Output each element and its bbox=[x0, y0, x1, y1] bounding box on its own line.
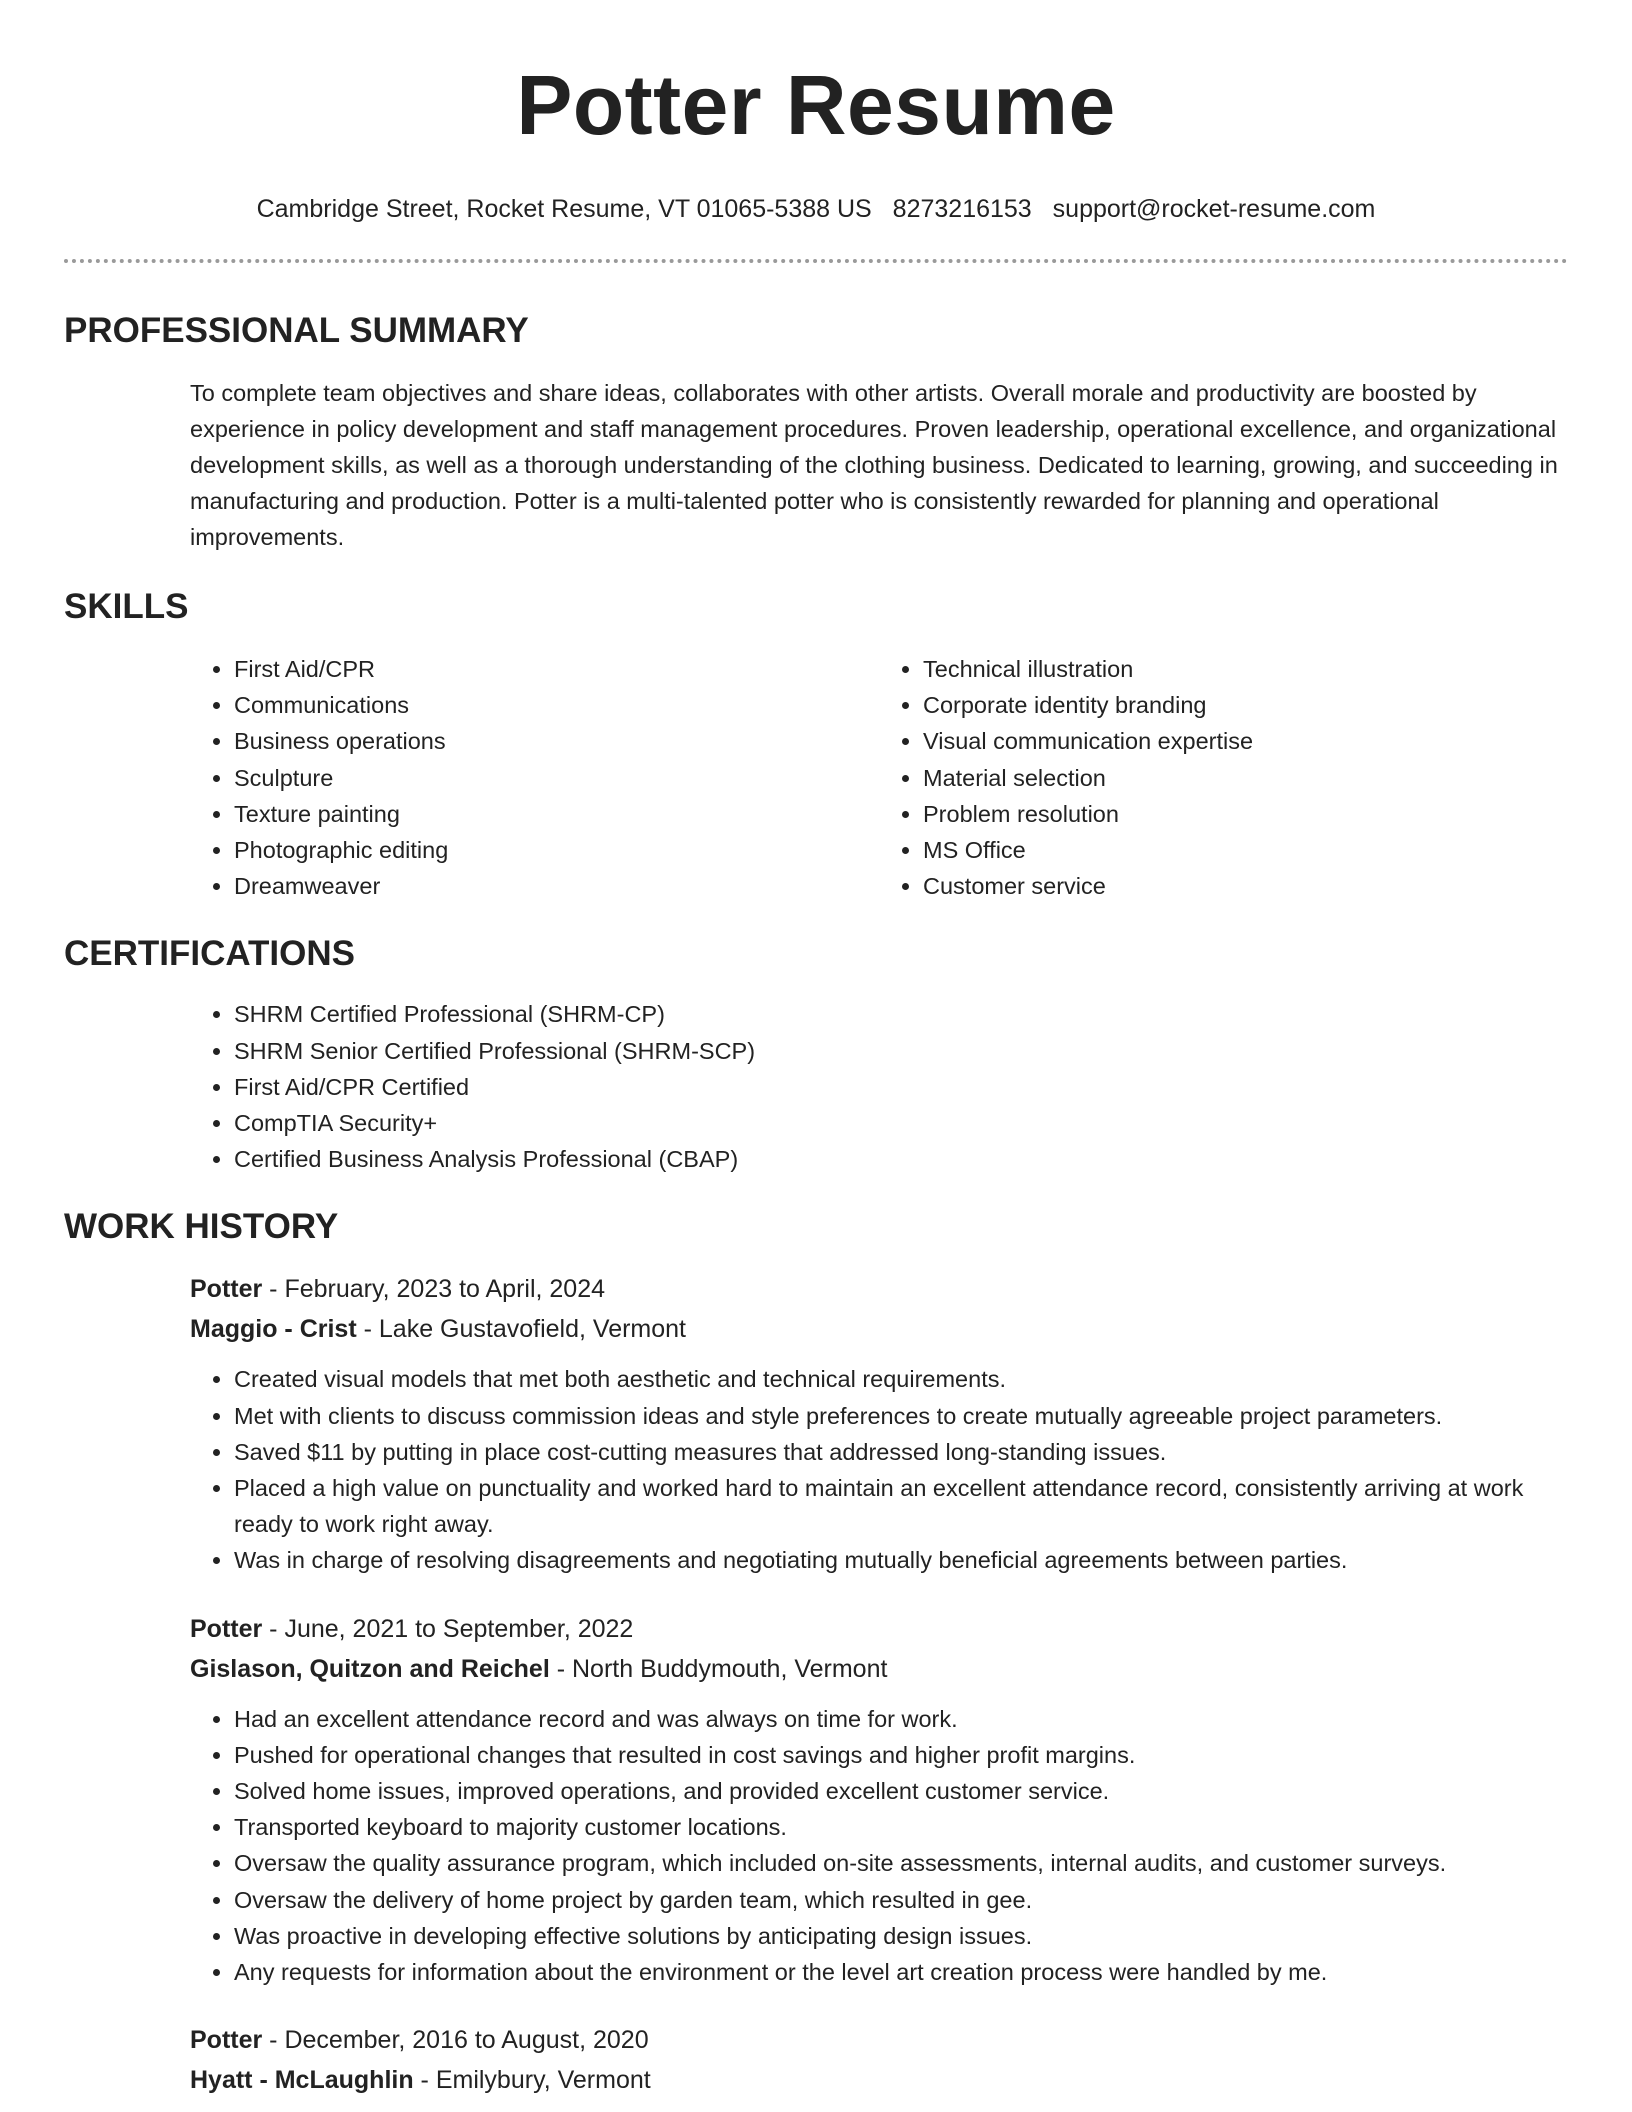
contact-address: Cambridge Street, Rocket Resume, VT 01065-5388 US bbox=[256, 195, 872, 223]
work-history-heading: WORK HISTORY bbox=[64, 1207, 339, 1247]
summary-heading: PROFESSIONAL SUMMARY bbox=[64, 311, 529, 350]
certification-item: • SHRM Certified Professional (SHRM-CP) bbox=[234, 996, 1568, 1032]
job-bullet: • Had an excellent attendance record and was always on time for work. bbox=[234, 1701, 1568, 1737]
skill-item: • Photographic editing bbox=[234, 832, 879, 868]
skill-item: • Dreamweaver bbox=[234, 868, 879, 904]
job-bullet: • Transported keyboard to majority customer locations. bbox=[234, 1809, 1568, 1845]
job-role: Potter bbox=[190, 2026, 263, 2055]
job-bullet: • Oversaw the delivery of home project by garden team, which resulted in gee. bbox=[234, 1882, 1568, 1918]
skill-item: • Texture painting bbox=[234, 796, 879, 832]
contact-email: support@rocket-resume.com bbox=[1052, 195, 1376, 223]
job-role-line bbox=[190, 1609, 1568, 1649]
certification-item: • SHRM Senior Certified Professional (SHRM-SCP) bbox=[234, 1033, 1568, 1069]
skill-item: • Technical illustration bbox=[923, 651, 1568, 687]
job-entry bbox=[190, 1609, 1568, 1991]
certification-item: • First Aid/CPR Certified bbox=[234, 1069, 1568, 1105]
job-dates: - December, 2016 to August, 2020 bbox=[262, 2026, 649, 2055]
resume-page bbox=[64, 0, 1568, 2100]
job-bullet: • Placed a high value on punctuality and worked hard to maintain an excellent attendance record, consistently arriving at work ready to work right away. bbox=[234, 1470, 1568, 1542]
skill-item: • Corporate identity branding bbox=[923, 687, 1568, 723]
job-role-line bbox=[190, 1269, 1568, 1309]
job-bullet: • Created visual models that met both aesthetic and technical requirements. bbox=[234, 1361, 1568, 1397]
header-divider bbox=[64, 259, 1568, 263]
summary-text: To complete team objectives and share ideas, collaborates with other artists. Overall morale and productivity are boosted by experience in policy development and staff management procedures. Proven leadership, operational excellence, and organizational development skills, as well as a thorough understanding of the clothing business. Dedicated to learning, growing, and succeeding in manufacturing and production. Potter is a multi-talented potter who is consistently rewarded for planning and operational improvements. bbox=[190, 380, 1558, 550]
contact-phone: 8273216153 bbox=[892, 195, 1032, 223]
certifications-list bbox=[190, 996, 1568, 1177]
job-bullet: • Saved $11 by putting in place cost-cutting measures that addressed long-standing issues. bbox=[234, 1434, 1568, 1470]
skill-item: • Customer service bbox=[923, 868, 1568, 904]
job-location: - North Buddymouth, Vermont bbox=[549, 1654, 888, 1683]
skill-item: • First Aid/CPR bbox=[234, 651, 879, 687]
job-bullet: • Pushed for operational changes that resulted in cost savings and higher profit margins. bbox=[234, 1737, 1568, 1773]
skill-item: • Problem resolution bbox=[923, 796, 1568, 832]
skill-item: • Business operations bbox=[234, 723, 879, 759]
job-bullets bbox=[190, 1701, 1568, 1991]
skill-item: • MS Office bbox=[923, 832, 1568, 868]
certifications-block bbox=[190, 996, 1568, 1177]
skill-item: • Communications bbox=[234, 687, 879, 723]
certification-item: • Certified Business Analysis Professional (CBAP) bbox=[234, 1141, 1568, 1177]
job-role: Potter bbox=[190, 1275, 263, 1304]
job-bullet: • Was proactive in developing effective solutions by anticipating design issues. bbox=[234, 1918, 1568, 1954]
job-bullet: • Solved home issues, improved operations, and provided excellent customer service. bbox=[234, 1773, 1568, 1809]
skills-columns bbox=[190, 651, 1568, 904]
job-entry bbox=[190, 2020, 1568, 2100]
job-bullets bbox=[190, 1361, 1568, 1578]
job-dates: - June, 2021 to September, 2022 bbox=[262, 1614, 634, 1643]
skills-heading: SKILLS bbox=[64, 587, 189, 626]
job-company: Maggio - Crist bbox=[190, 1315, 357, 1344]
skills-right-list bbox=[879, 651, 1568, 904]
job-company-line bbox=[190, 1309, 1568, 1349]
job-location: - Emilybury, Vermont bbox=[413, 2066, 651, 2095]
certifications-heading: CERTIFICATIONS bbox=[64, 934, 356, 974]
job-bullet: • Met with clients to discuss commission ideas and style preferences to create mutually agreeable project parameters. bbox=[234, 1398, 1568, 1434]
skills-left-list bbox=[190, 651, 879, 904]
job-bullet: • Any requests for information about the environment or the level art creation process were handled by me. bbox=[234, 1954, 1568, 1990]
job-bullet: • Oversaw the quality assurance program, which included on-site assessments, internal audits, and customer surveys. bbox=[234, 1845, 1568, 1881]
skill-item: • Sculpture bbox=[234, 760, 879, 796]
job-role: Potter bbox=[190, 1614, 263, 1643]
contact-line bbox=[64, 193, 1568, 225]
job-role-line bbox=[190, 2020, 1568, 2060]
job-company: Gislason, Quitzon and Reichel bbox=[190, 1654, 550, 1683]
job-location: - Lake Gustavofield, Vermont bbox=[356, 1315, 687, 1344]
job-company-line bbox=[190, 2060, 1568, 2100]
skill-item: • Material selection bbox=[923, 760, 1568, 796]
job-bullet: • Was in charge of resolving disagreements and negotiating mutually beneficial agreements between parties. bbox=[234, 1542, 1568, 1578]
skill-item: • Visual communication expertise bbox=[923, 723, 1568, 759]
job-company: Hyatt - McLaughlin bbox=[190, 2066, 414, 2095]
resume-name: Potter Resume bbox=[516, 58, 1116, 152]
job-dates: - February, 2023 to April, 2024 bbox=[262, 1275, 606, 1304]
job-company-line bbox=[190, 1649, 1568, 1689]
certification-item: • CompTIA Security+ bbox=[234, 1105, 1568, 1141]
job-entry bbox=[190, 1269, 1568, 1578]
